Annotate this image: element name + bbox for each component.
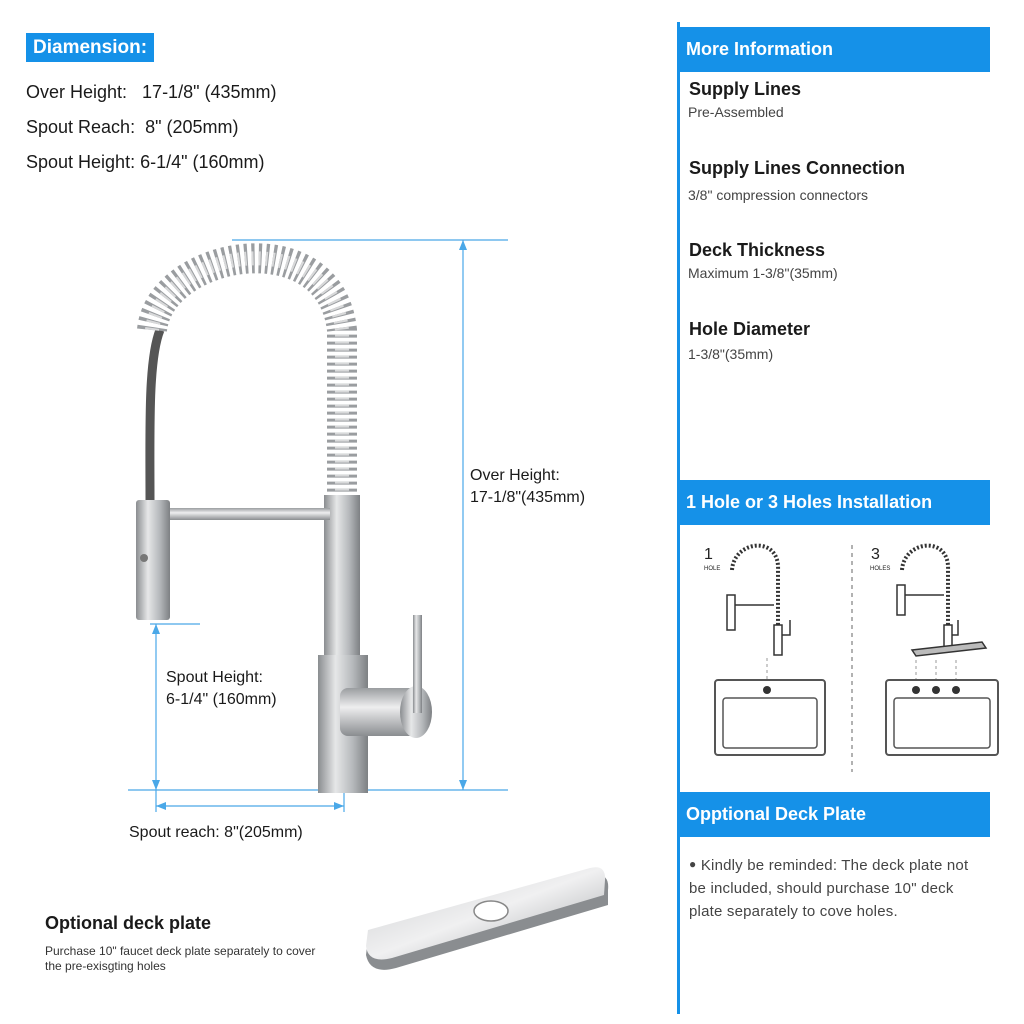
supply-connection-value: 3/8" compression connectors [688,187,869,203]
three-hole-number: 3 [871,546,880,563]
three-hole-label: HOLES [870,566,891,572]
spout-reach-label: Spout reach: 8"(205mm) [129,824,303,841]
supply-connection-title: Supply Lines Connection [689,158,906,178]
supply-lines-title: Supply Lines [689,79,802,99]
installation-heading: 1 Hole or 3 Holes Installation [680,480,990,525]
supply-lines-value: Pre-Assembled [688,104,784,120]
deck-thickness-title: Deck Thickness [689,240,826,260]
deck-plate-note [689,853,989,923]
over-height-value: 17-1/8"(435mm) [470,489,586,506]
over-height-label: Over Height: [470,467,560,484]
optional-plate-desc: Purchase 10" faucet deck plate separately to cover the pre-exisgting holes [45,944,316,973]
installation-illustration [690,530,1020,780]
spout-height-value: 6-1/4" (160mm) [166,691,277,708]
deck-plate-note-text: Kindly be reminded: The deck plate not be included, should purchase 10" deck plate separately to cove holes. [689,857,969,920]
spout-height-label: Spout Height: [166,669,263,686]
deck-thickness-value: Maximum 1-3/8"(35mm) [688,265,838,281]
hole-diameter-title: Hole Diameter [689,319,811,339]
optional-plate-title: Optional deck plate [45,913,212,933]
more-info-heading: More Information [680,27,990,72]
one-hole-label: HOLE [704,566,721,572]
spout-height-spec: Spout Height: 6-1/4" (160mm) [26,152,265,172]
dimension-heading: Diamension: [26,33,154,62]
spout-reach-spec: Spout Reach: 8" (205mm) [26,117,239,137]
deck-plate-image [366,867,608,970]
one-hole-number: 1 [704,546,713,563]
deck-plate-heading: Opptional Deck Plate [680,792,990,837]
bullet-icon: ● [689,857,697,871]
hole-diameter-value: 1-3/8"(35mm) [688,346,774,362]
over-height-spec: Over Height: 17-1/8" (435mm) [26,82,277,102]
